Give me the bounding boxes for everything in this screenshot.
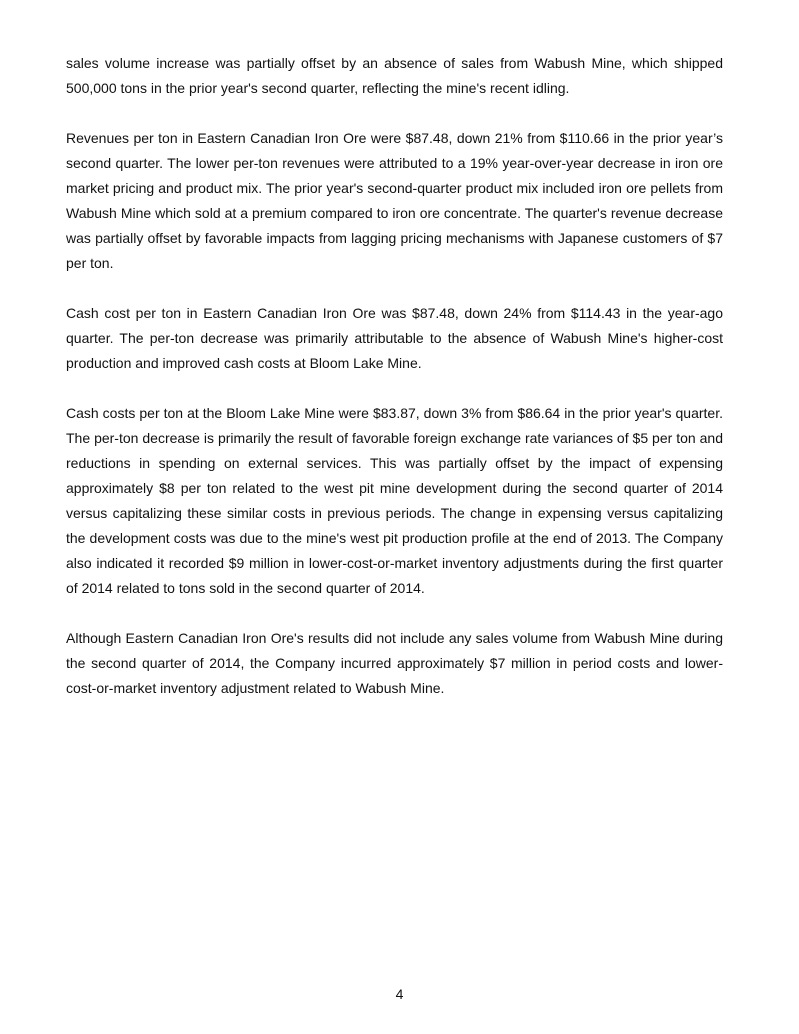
page-number: 4 [395,986,404,1002]
paragraph-revenues-per-ton: Revenues per ton in Eastern Canadian Iron Ore were $87.48, down 21% from $110.66 in the prior year’s second quarter. The lower per-ton revenues were attributed to a 19% year-over-year decrease in iron ore market pricing and product mix. The prior year's second-quarter product mix included iron ore pellets from Wabush Mine which sold at a premium compared to iron ore concentrate. The quarter's revenue decrease was partially offset by favorable impacts from lagging pricing mechanisms with Japanese customers of $7 per ton. [66,130,723,271]
document-body [66,51,723,726]
paragraph-wabush-sales-offset: sales volume increase was partially offset by an absence of sales from Wabush Mine, which shipped 500,000 tons in the prior year's second quarter, reflecting the mine's recent idling. [66,55,723,96]
paragraph-bloom-lake-cash-costs: Cash costs per ton at the Bloom Lake Mine were $83.87, down 3% from $86.64 in the prior year's quarter. The per-ton decrease is primarily the result of favorable foreign exchange rate variances of $5 per ton and reductions in spending on external services. This was partially offset by the impact of expensing approximately $8 per ton related to the west pit mine development during the second quarter of 2014 versus capitalizing these similar costs in previous periods. The change in expensing versus capitalizing the development costs was due to the mine's west pit production profile at the end of 2013. The Company also indicated it recorded $9 million in lower-cost-or-market inventory adjustments during the first quarter of 2014 related to tons sold in the second quarter of 2014. [66,405,723,596]
paragraph-wabush-period-costs: Although Eastern Canadian Iron Ore's results did not include any sales volume from Wabush Mine during the second quarter of 2014, the Company incurred approximately $7 million in period costs and lower-cost-or-market inventory adjustment related to Wabush Mine. [66,630,723,696]
paragraph-cash-cost-per-ton: Cash cost per ton in Eastern Canadian Iron Ore was $87.48, down 24% from $114.43 in the year-ago quarter. The per-ton decrease was primarily attributable to the absence of Wabush Mine's higher-cost production and improved cash costs at Bloom Lake Mine. [66,305,723,371]
